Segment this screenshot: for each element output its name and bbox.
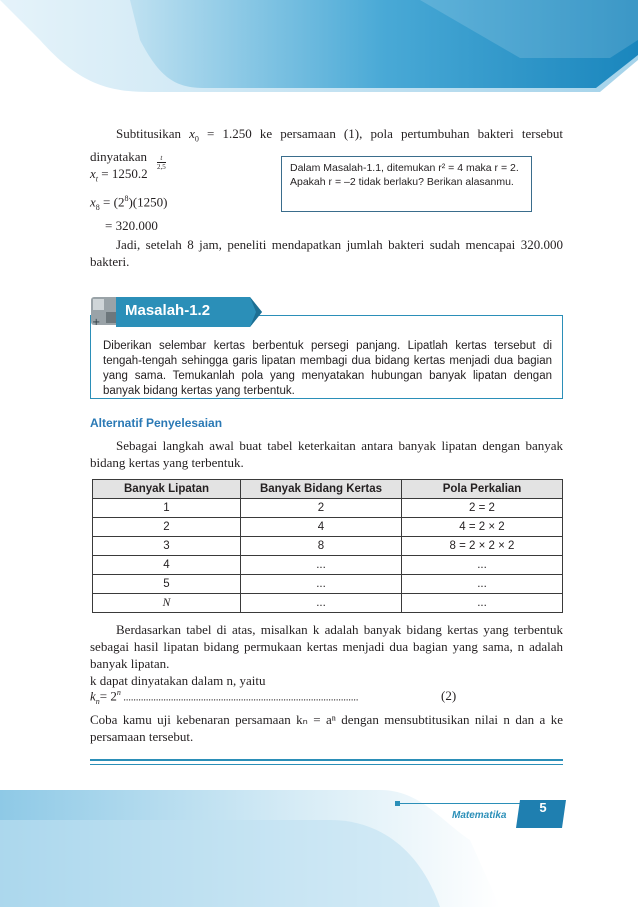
leader-dots: .............................................................................................. (120, 692, 359, 704)
footer-subject: Matematika (452, 810, 507, 821)
definition-paragraph: Berdasarkan tabel di atas, misalkan k adalah banyak bidang kertas yang terbentuk sebagai hasil lipatan bidang permukaan kertas menjadi dua bagian yang sama, n adalah banyak lipatan. (90, 622, 563, 671)
equation-x8 (90, 194, 167, 212)
table-cell: ... (241, 575, 402, 594)
table-header-cell: Banyak Bidang Kertas (241, 480, 402, 499)
table-row (93, 537, 563, 556)
table-cell: 4 = 2 × 2 (402, 518, 563, 537)
page-number: 5 (539, 800, 547, 815)
section-heading: Alternatif Penyelesaian (90, 416, 223, 430)
variable: x (189, 126, 195, 141)
subscript: n (95, 696, 100, 706)
exponent: 8 (124, 194, 129, 203)
table-cell: 1 (93, 499, 241, 518)
table-cell: ... (402, 556, 563, 575)
formula-line (90, 688, 563, 706)
table-intro-paragraph: Sebagai langkah awal buat tabel keterkaitan antara banyak lipatan dengan banyak bidang kertas yang terbentuk. (90, 438, 563, 470)
svg-text:+: + (92, 317, 101, 328)
table-cell: ... (402, 575, 563, 594)
text-fragment: Subtitusikan (116, 126, 182, 141)
table-row (93, 594, 563, 613)
table-cell: 4 (93, 556, 241, 575)
table-cell: 8 (241, 537, 402, 556)
table-cell: 3 (93, 537, 241, 556)
equation-rest: )(1250) (128, 194, 168, 210)
equation-result: = 320.000 (105, 218, 158, 233)
header-band (0, 0, 638, 110)
table-header-row (93, 480, 563, 499)
conclusion-paragraph: Jadi, setelah 8 jam, peneliti mendapatkan jumlah bakteri sudah mencapai 320.000 bakteri. (90, 237, 563, 269)
exponent-numerator: t (160, 154, 163, 162)
table-cell: 2 (241, 499, 402, 518)
expression-paragraph: k dapat dinyatakan dalam n, yaitu (90, 673, 266, 688)
table-row (93, 556, 563, 575)
exponent-fraction (157, 154, 166, 171)
text-fragment: = 1.250 ke persamaan (1), pola pertumbuhan bakteri tersebut dinyatakan (90, 126, 564, 164)
variable: x (90, 194, 96, 210)
table-cell: 5 (93, 575, 241, 594)
folding-table (92, 479, 563, 613)
equation-xt (90, 166, 148, 184)
exponent-denominator: 2,5 (157, 163, 166, 171)
table-cell: 4 (241, 518, 402, 537)
table-row (93, 575, 563, 594)
variable: x (90, 166, 96, 181)
table-cell: 2 = 2 (402, 499, 563, 518)
note-box: Dalam Masalah-1.1, ditemukan r² = 4 maka r = 2. Apakah r = –2 tidak berlaku? Berikan alasanmu. (281, 156, 532, 212)
separator-line (90, 759, 563, 761)
table-row (93, 499, 563, 518)
table-cell: 2 (93, 518, 241, 537)
table-row (93, 518, 563, 537)
equation-rhs: = 1250.2 (101, 166, 148, 181)
separator-line (90, 764, 563, 765)
subscript: t (95, 174, 99, 184)
exponent: n (116, 688, 121, 697)
problem-title: Masalah-1.2 (125, 302, 211, 319)
table-cell: ... (402, 594, 563, 613)
subscript: 0 (194, 134, 199, 144)
variable: k (90, 688, 96, 704)
subscript: 8 (95, 202, 100, 212)
table-header-cell: Pola Perkalian (402, 480, 563, 499)
table-cell: ... (241, 556, 402, 575)
header-graphic (0, 0, 638, 110)
problem-box: Diberikan selembar kertas berbentuk persegi panjang. Lipatlah kertas tersebut di tengah-tengah sehingga garis lipatan membagi dua bidang kertas menjadi dua bagian yang sama. Temukanlah pola yang menyatakan hubungan banyak lipatan dengan banyak bidang kertas yang terbentuk. (90, 315, 563, 399)
formula-number: (2) (438, 688, 456, 704)
table-cell: N (93, 594, 241, 613)
table-header-cell: Banyak Lipatan (93, 480, 241, 499)
table-cell: ... (241, 594, 402, 613)
formula-equals: = 2 (99, 688, 117, 704)
table-cell: 8 = 2 × 2 × 2 (402, 537, 563, 556)
exercise-paragraph: Coba kamu uji kebenaran persamaan kₙ = aⁿ dengan mensubtitusikan nilai n dan a ke persamaan tersebut. (90, 712, 563, 744)
equation-rhs: = (2 (103, 194, 125, 210)
